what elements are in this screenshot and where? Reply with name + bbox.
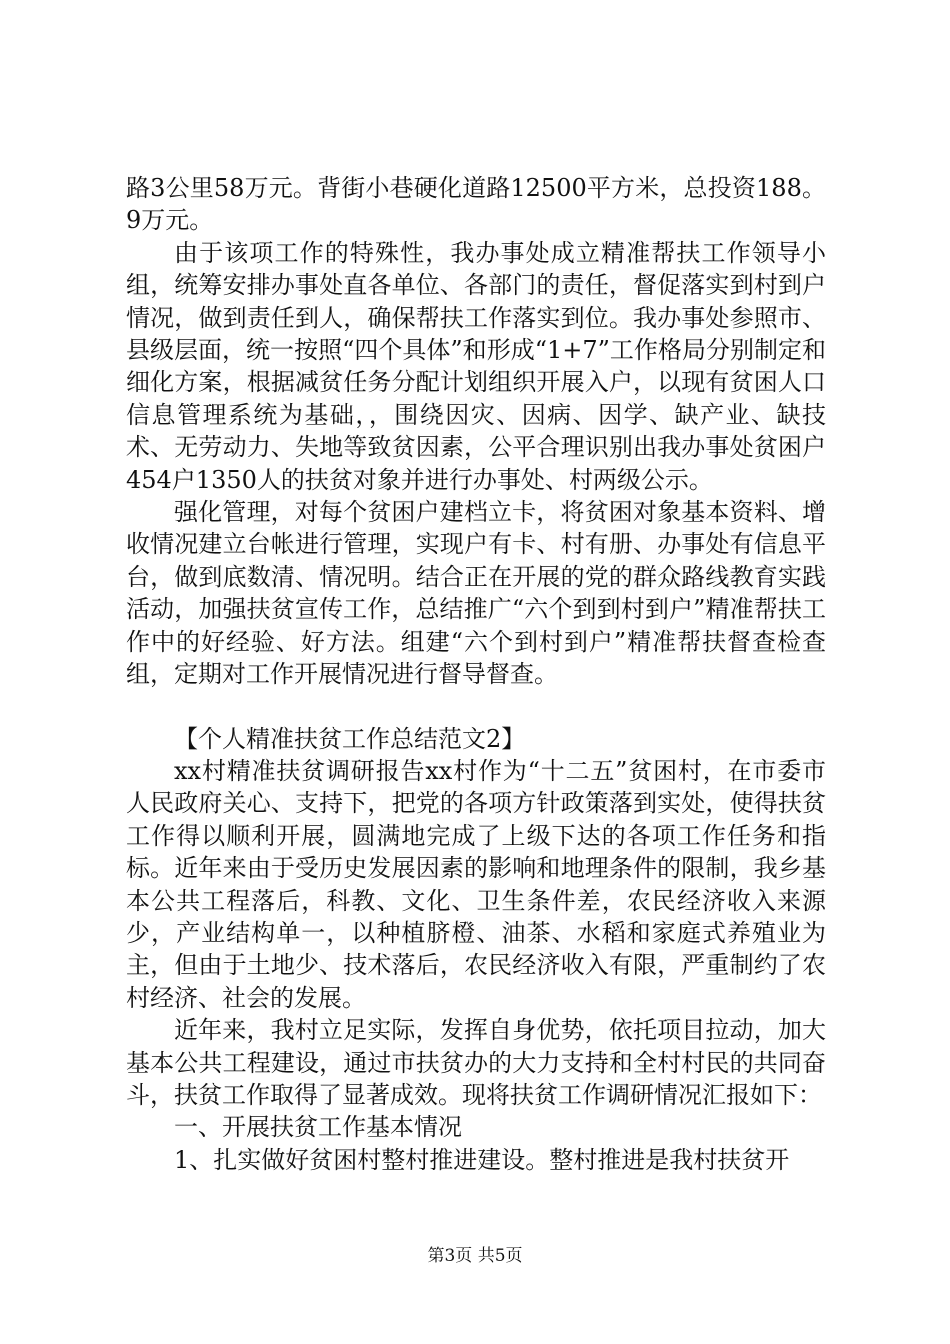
- paragraph-management: 强化管理，对每个贫困户建档立卡，将贫困对象基本资料、增收情况建立台帐进行管理，实现户有卡、村有册、办事处有信息平台，做到底数清、情况明。结合正在开展的党的群众路线教育实践活动，加强扶贫宣传工作，总结推广“六个到到村到户”精准帮扶工作中的好经验、好方法。组建“六个到村到户”精准帮扶督查检查组，定期对工作开展情况进行督导督查。: [126, 498, 826, 689]
- section-title: 【个人精准扶贫工作总结范文2】: [174, 724, 526, 753]
- paragraph-leadership-group: 由于该项工作的特殊性，我办事处成立精准帮扶工作领导小组，统筹安排办事处直各单位、各部门的责任，督促落实到村到户情况，做到责任到人，确保帮扶工作落实到位。我办事处参照市、县级层面，统一按照“四个具体”和形成“1+7”工作格局分别制定和细化方案，根据减贫任务分配计划组织开展入户，以现有贫困人口信息管理系统为基础，，围绕因灾、因病、因学、缺产业、缺技术、无劳动力、失地等致贫因素，公平合理识别出我办事处贫困户454户1350人的扶贫对象并进行办事处、村两级公示。: [126, 238, 826, 494]
- paragraph-continuation: 路3公里58万元。背街小巷硬化道路12500平方米，总投资188。9万元。: [126, 174, 826, 235]
- page-number-footer: 第3页 共5页: [427, 1246, 523, 1266]
- paragraph-spacer: [126, 691, 826, 723]
- document-body: [126, 172, 826, 1176]
- paragraph-recent-years: 近年来，我村立足实际，发挥自身优势，依托项目拉动，加大基本公共工程建设，通过市扶贫办的大力支持和全村村民的共同奋斗，扶贫工作取得了显著成效。现将扶贫工作调研情况汇报如下：: [126, 1016, 826, 1109]
- paragraph-research-report: xx村精准扶贫调研报告xx村作为“十二五”贫困村，在市委市人民政府关心、支持下，把党的各项方针政策落到实处，使得扶贫工作得以顺利开展，圆满地完成了上级下达的各项工作任务和指标。近年来由于受历史发展因素的影响和地理条件的限制，我乡基本公共工程落后，科教、文化、卫生条件差，农民经济收入来源少，产业结构单一，以种植脐橙、油茶、水稻和家庭式养殖业为主，但由于土地少、技术落后，农民经济收入有限，严重制约了农村经济、社会的发展。: [126, 756, 826, 1012]
- paragraph-village-construction: 1、扎实做好贫困村整村推进建设。整村推进是我村扶贫开: [174, 1145, 790, 1174]
- subheading-basic-situation: 一、开展扶贫工作基本情况: [174, 1113, 462, 1142]
